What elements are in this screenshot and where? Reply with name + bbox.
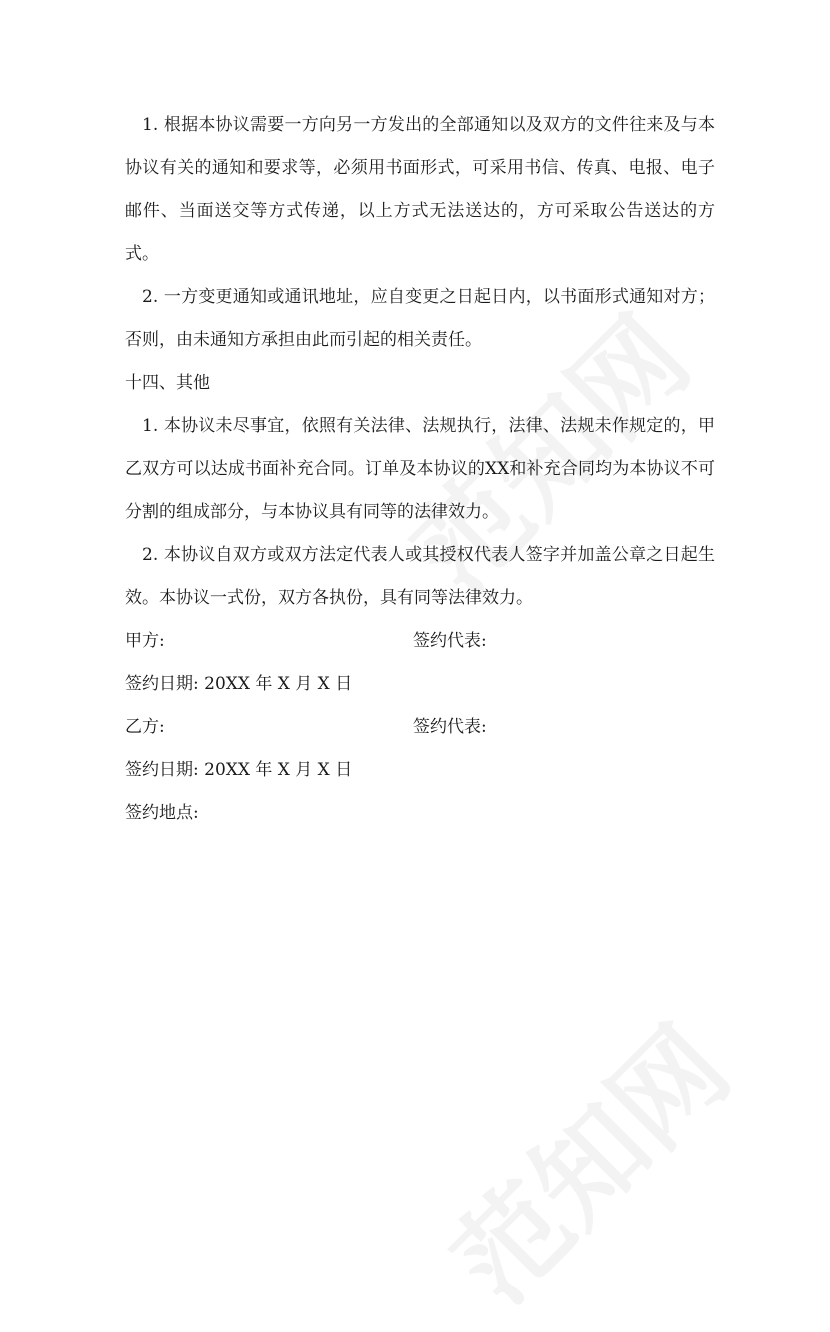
sign-location-label: 签约地点:: [125, 803, 199, 823]
notice-clause-2: 2. 一方变更通知或通讯地址，应自变更之日起日内，以书面形式通知对方；否则，由未通知方承担由此而引起的相关责任。: [125, 287, 715, 350]
watermark: [412, 986, 757, 1331]
party-b-sign-date: 签约日期: 20XX 年 X 月 X 日: [125, 760, 353, 780]
notice-clause-1: 1. 根据本协议需要一方向另一方发出的全部通知以及双方的文件往来及与本协议有关的通知和要求等，必须用书面形式，可采用书信、传真、电报、电子邮件、当面送交等方式传递，以上方式无法送达的，方可采取公告送达的方式。: [125, 115, 715, 264]
other-clause-1: 1. 本协议未尽事宜，依照有关法律、法规执行，法律、法规未作规定的，甲乙双方可以达成书面补充合同。订单及本协议的XX和补充合同均为本协议不可分割的组成部分，与本协议具有同等的法律效力。: [125, 416, 715, 522]
party-a-label: 甲方:: [125, 631, 165, 651]
party-b-representative-label: 签约代表:: [413, 717, 487, 737]
party-a-sign-date: 签约日期: 20XX 年 X 月 X 日: [125, 674, 353, 694]
other-clause-2: 2. 本协议自双方或双方法定代表人或其授权代表人签字并加盖公章之日起生效。本协议一式份，双方各执份，具有同等法律效力。: [125, 545, 715, 608]
party-a-representative-label: 签约代表:: [413, 631, 487, 651]
party-a-row: [125, 620, 715, 663]
section-heading-other: 十四、其他: [125, 373, 210, 393]
document-body: [125, 104, 715, 835]
party-b-label: 乙方:: [125, 717, 165, 737]
party-b-row: [125, 706, 715, 749]
